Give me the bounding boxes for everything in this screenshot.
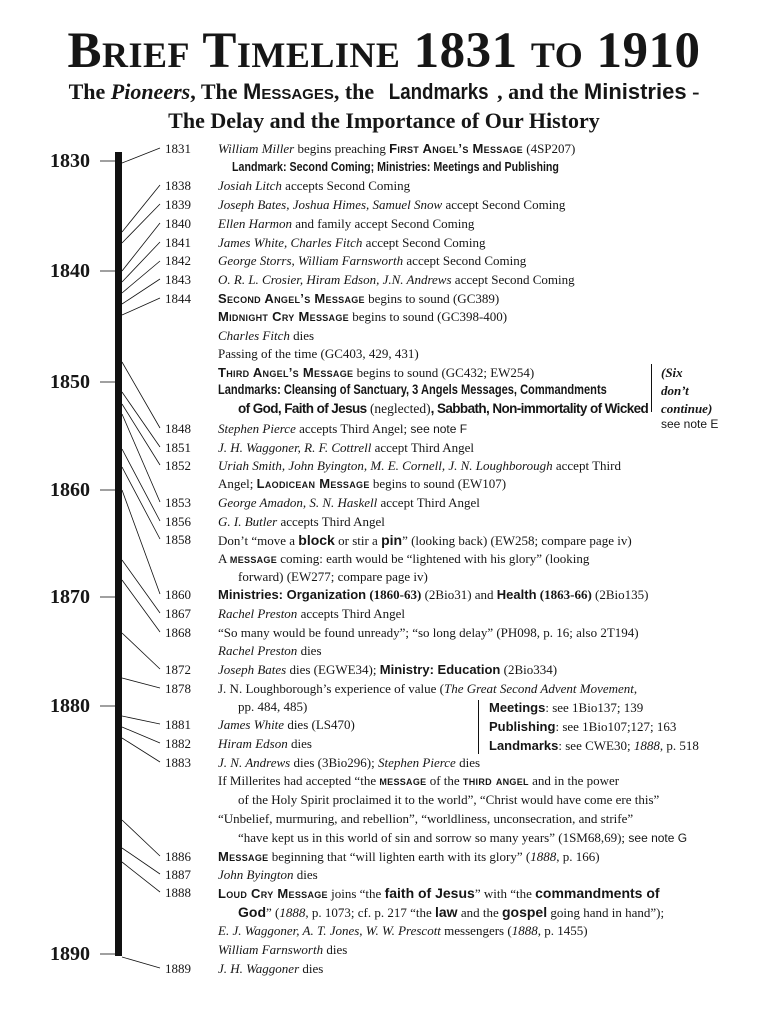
decade-label-1830: 1830 [50, 150, 90, 172]
entry-1839 [218, 198, 565, 211]
book-title: 1888 [530, 849, 557, 864]
year-label: 1886 [165, 849, 191, 864]
decade-label-1880: 1880 [50, 695, 90, 717]
person-name: Hiram Edson [218, 736, 288, 751]
entry-text: accepts Third Angel [297, 606, 406, 621]
entry-text: (4SP207) [522, 141, 576, 156]
entry-text: dies (EGWE34); [286, 662, 380, 677]
entry-text: dies [299, 961, 324, 976]
year-label: 1848 [165, 421, 191, 436]
entry-1883-spirit: of the Holy Spirit proclaimed it to the world”, “Christ would have come ere this” [238, 792, 660, 807]
landmark-text: of God, Faith of Jesus [238, 401, 367, 416]
entry-1848 [218, 422, 467, 435]
entry-1881 [218, 718, 355, 731]
decade-label-1890: 1890 [50, 943, 90, 965]
message-name: third angel [462, 773, 529, 788]
entry-1858-message [218, 552, 589, 565]
entry-1868-preston [218, 644, 322, 657]
book-title: 1888 [633, 738, 660, 753]
entry-text: begins to sound (EW107) [369, 476, 507, 491]
entry-text: and in the power [528, 773, 620, 788]
entry-text: dies [293, 867, 318, 882]
entry-1853 [218, 496, 480, 509]
subtitle-the-2: , The [190, 79, 243, 104]
year-label: 1843 [165, 272, 191, 287]
message-name: Loud Cry Message [218, 886, 328, 901]
entry-text: , [633, 681, 638, 696]
entry-1887 [218, 868, 318, 881]
year-label: 1883 [165, 755, 191, 770]
person-name: J. H. Waggoner [218, 961, 300, 976]
entry-text: (2Bio31) and [421, 587, 497, 602]
year-label: 1858 [165, 532, 191, 547]
side-note-e: see note E [661, 417, 719, 431]
note-reference: see note F [410, 422, 468, 436]
entry-text: of the [426, 773, 463, 788]
person-name: John Byington [218, 867, 294, 882]
message-name: Message [218, 849, 269, 864]
decade-label-1860: 1860 [50, 479, 90, 501]
entry-1872 [218, 663, 557, 676]
person-name: J. H. Waggoner, R. F. Cottrell [218, 440, 372, 455]
person-name: Joseph Bates [218, 662, 287, 677]
entry-text: ” (looking back) (EW258; compare page iv) [402, 533, 632, 548]
emphasis-word: law [434, 904, 458, 920]
side-note-line: (Six [661, 365, 683, 380]
year-label: 1840 [165, 216, 191, 231]
entry-1883-sin [238, 831, 687, 844]
entry-1851 [218, 441, 474, 454]
year-label: 1872 [165, 662, 191, 677]
person-name: William Miller [218, 141, 295, 156]
entry-text: “have kept us in this world of sin and sorrow so many years” (1SM68,69); [238, 830, 626, 845]
entry-1858 [218, 533, 632, 547]
entry-1831 [218, 142, 575, 155]
year-label: 1852 [165, 458, 191, 473]
entry-1831-landmark [232, 160, 631, 173]
side-note-text: : see 1Bio107;127; 163 [555, 719, 677, 734]
side-note-line: don’t [661, 383, 689, 398]
person-name: G. I. Butler [218, 514, 278, 529]
year-label: 1856 [165, 514, 191, 529]
entry-text: joins “the [327, 886, 385, 901]
subtitle-and: , and the [497, 79, 584, 104]
entry-text: , p. 166) [556, 849, 600, 864]
emphasis-word: faith of Jesus [384, 885, 475, 901]
entry-1844-third-angel [218, 366, 534, 379]
entry-text: , p. 1455) [537, 923, 588, 938]
subtitle-pioneers: Pioneers [110, 79, 191, 104]
entry-text: accept Third Angel [371, 440, 475, 455]
side-note-rule [478, 700, 479, 754]
entry-text: or stir a [334, 533, 382, 548]
year-label: 1851 [165, 440, 191, 455]
page-title: Brief Timeline 1831 to 1910 [67, 23, 701, 79]
entry-text: messengers ( [440, 923, 512, 938]
entry-text: dies [323, 942, 348, 957]
emphasis-word: God [238, 904, 266, 920]
entry-1852 [218, 459, 621, 472]
entry-text: (2Bio135) [591, 587, 649, 602]
landmark-text: , Sabbath, Non-immortality of Wicked [430, 401, 649, 416]
entry-text: dies (LS470) [284, 717, 355, 732]
book-title: 1888 [279, 905, 306, 920]
year-label: 1882 [165, 736, 191, 751]
year-label: 1868 [165, 625, 191, 640]
entry-1844-fitch [218, 329, 314, 342]
emphasis-word: commandments of [535, 885, 660, 901]
entry-1883 [218, 756, 480, 769]
person-name: Stephen Pierce [218, 421, 296, 436]
message-name: message [229, 551, 278, 566]
ministry-name: Ministries: Organization [218, 587, 367, 602]
side-note-label: Publishing [489, 719, 556, 734]
person-name: Ellen Harmon [218, 216, 293, 231]
side-note-publishing [489, 720, 676, 733]
year-label: 1881 [165, 717, 191, 732]
entry-1858-forward: forward) (EW277; compare page iv) [238, 569, 428, 584]
entry-text: begins to sound (GC398-400) [348, 309, 508, 324]
side-note-meetings [489, 701, 643, 714]
entry-text: (2Bio334) [500, 662, 558, 677]
person-name: Rachel Preston [218, 606, 298, 621]
side-note-line: continue) [661, 401, 713, 416]
decade-label-1840: 1840 [50, 260, 90, 282]
side-note-six [661, 364, 712, 418]
message-name: message [379, 773, 427, 788]
entry-text: accepts Third Angel; [295, 421, 411, 436]
entry-text: Angel; [218, 476, 257, 491]
entry-text: accepts Third Angel [277, 514, 385, 529]
year-label: 1853 [165, 495, 191, 510]
person-name: Rachel Preston [218, 643, 298, 658]
side-note-rule [651, 364, 652, 412]
entry-1883-unbelief: “Unbelief, murmuring, and rebellion”, “worldliness, unconsecration, and strife” [218, 811, 634, 826]
subtitle-landmarks: Landmarks [388, 79, 489, 104]
emphasis-word: block [298, 532, 335, 548]
person-name: J. N. Andrews [218, 755, 291, 770]
entry-1888 [218, 886, 660, 900]
entry-text: Don’t “move a [218, 533, 299, 548]
entry-1888-god [238, 905, 664, 919]
entry-text: accept Second Coming [403, 253, 527, 268]
entry-text: dies [289, 328, 315, 343]
year-label: 1867 [165, 606, 191, 621]
entry-text: (neglected) [366, 401, 431, 416]
person-name: Charles Fitch [218, 328, 290, 343]
message-name: Laodicean Message [256, 476, 370, 491]
entry-1886 [218, 850, 600, 863]
entry-1852-laodicean [218, 477, 506, 490]
entry-1856 [218, 515, 385, 528]
landmark-text: Landmark: Second Coming; Ministries: Meetings and Publishing [232, 159, 559, 174]
entry-text: accept Second Coming [442, 197, 566, 212]
side-note-landmarks [489, 739, 699, 752]
entry-text: dies [287, 736, 312, 751]
subtitle-the: The [68, 79, 111, 104]
entry-text: coming: earth would be “lightened with his glory” (looking [277, 551, 590, 566]
entry-text: accepts Second Coming [281, 178, 411, 193]
side-note-text: , p. 518 [659, 738, 699, 753]
entry-text: If Millerites had accepted “the [218, 773, 380, 788]
person-name: James White, Charles Fitch [218, 235, 363, 250]
entry-1844-passing: Passing of the time (GC403, 429, 431) [218, 346, 419, 361]
message-name: Third Angel’s Message [218, 365, 354, 380]
entry-text: A [218, 551, 230, 566]
entry-text: accept Third Angel [377, 495, 480, 510]
entry-1882 [218, 737, 312, 750]
entry-text: ” ( [266, 905, 280, 920]
side-note-label: Landmarks [489, 738, 559, 753]
date-range: (1863-66) [536, 587, 592, 602]
entry-1860 [218, 588, 648, 601]
entry-1838 [218, 179, 410, 192]
entry-1889 [218, 962, 323, 975]
entry-text: accept Third [552, 458, 621, 473]
entry-1867 [218, 607, 405, 620]
year-label: 1887 [165, 867, 191, 882]
subtitle-messages: Messages [243, 79, 334, 104]
note-reference: see note G [625, 831, 688, 845]
book-title: 1888 [511, 923, 538, 938]
entry-text: dies [297, 643, 322, 658]
entry-text: , p. 1073; cf. p. 217 “the [305, 905, 435, 920]
person-name: Josiah Litch [218, 178, 282, 193]
entry-text: J. N. Loughborough’s experience of value ( [218, 681, 444, 696]
subtitle-line-2: The Delay and the Importance of Our History [168, 108, 600, 133]
entry-1883-millerites [218, 774, 619, 787]
side-note-text: : see CWE30; [558, 738, 634, 753]
message-name: Second Angel’s Message [218, 291, 365, 306]
entry-1878 [218, 682, 637, 695]
entry-1841 [218, 236, 486, 249]
year-label: 1889 [165, 961, 191, 976]
decade-label-1870: 1870 [50, 586, 90, 608]
landmark-text: Landmarks: Cleansing of Sanctuary, 3 Angels Messages, Commandments [218, 382, 607, 397]
date-range: (1860-63) [366, 587, 422, 602]
person-name: Uriah Smith, John Byington, M. E. Cornell, J. N. Loughborough [218, 458, 553, 473]
entry-1878-pages: pp. 484, 485) [238, 699, 308, 714]
person-name: James White [218, 717, 285, 732]
person-name: George Amadon, S. N. Haskell [218, 495, 378, 510]
entry-text: accept Second Coming [451, 272, 575, 287]
person-name: E. J. Waggoner, A. T. Jones, W. W. Prescott [218, 923, 441, 938]
year-label: 1842 [165, 253, 191, 268]
entry-text: dies [455, 755, 481, 770]
subtitle-ministries: Ministries [583, 79, 687, 104]
year-label: 1844 [165, 291, 191, 306]
person-name: Stephen Pierce [377, 755, 456, 770]
person-name: O. R. L. Crosier, Hiram Edson, J.N. Andrews [218, 272, 452, 287]
year-label: 1838 [165, 178, 191, 193]
entry-text: beginning that “will lighten earth with its glory” ( [268, 849, 531, 864]
person-name: George Storrs, William Farnsworth [218, 253, 404, 268]
entry-1844-midnight-cry [218, 310, 507, 323]
entry-text: ” with “the [474, 886, 536, 901]
side-note-text: : see 1Bio137; 139 [545, 700, 644, 715]
entry-1888-messengers [218, 924, 588, 937]
entry-1844-second-angel [218, 292, 499, 305]
message-name: First Angel’s Message [389, 141, 523, 156]
entry-1888-farnsworth [218, 943, 347, 956]
year-label: 1878 [165, 681, 191, 696]
entry-text: begins preaching [294, 141, 390, 156]
ministry-name: Ministry: Education [379, 662, 501, 677]
entry-1868: “So many would be found unready”; “so long delay” (PH098, p. 16; also 2T194) [218, 625, 639, 640]
emphasis-word: gospel [501, 904, 548, 920]
entry-text: and family accept Second Coming [292, 216, 475, 231]
book-title: The Great Second Advent Movement [444, 681, 634, 696]
year-label: 1860 [165, 587, 191, 602]
message-name: Midnight Cry Message [218, 309, 349, 324]
entry-1844-landmarks [218, 383, 692, 397]
entry-1840 [218, 217, 474, 230]
person-name: William Farnsworth [218, 942, 324, 957]
person-name: Joseph Bates, Joshua Himes, Samuel Snow [218, 197, 443, 212]
entry-text: begins to sound (GC389) [364, 291, 500, 306]
entry-1842 [218, 254, 526, 267]
entry-text: accept Second Coming [362, 235, 486, 250]
side-note-label: Meetings [489, 700, 546, 715]
year-label: 1888 [165, 885, 191, 900]
entry-1843 [218, 273, 575, 286]
year-label: 1831 [165, 141, 191, 156]
emphasis-word: pin [381, 532, 403, 548]
subtitle-the-3: , the [333, 79, 380, 104]
entry-text: dies (3Bio296); [290, 755, 378, 770]
subtitle-dash: - [686, 79, 700, 104]
year-label: 1839 [165, 197, 191, 212]
entry-text: and the [457, 905, 502, 920]
decade-label-1850: 1850 [50, 371, 90, 393]
year-label: 1841 [165, 235, 191, 250]
entry-text: begins to sound (GC432; EW254) [353, 365, 535, 380]
ministry-name: Health [496, 587, 537, 602]
entry-1844-landmarks-2 [238, 402, 648, 416]
entry-text: going hand in hand”); [547, 905, 665, 920]
